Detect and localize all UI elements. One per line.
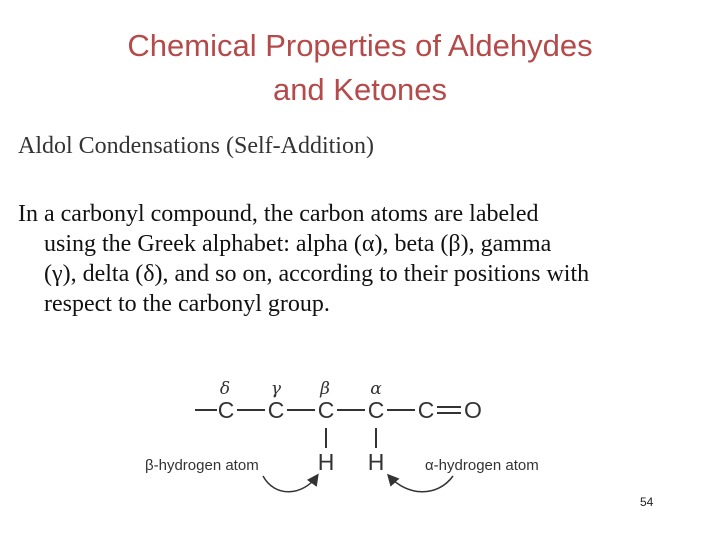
delta-label: δ [219, 379, 231, 399]
beta-hydrogen: H [317, 449, 335, 475]
body-paragraph [18, 199, 698, 319]
body-line-3: (γ), delta (δ), and so on, according to their positions with [44, 261, 590, 287]
slide-subtitle: Aldol Condensations (Self-Addition) [18, 133, 374, 159]
page-number: 54 [640, 495, 654, 509]
carbon-alpha: C [367, 397, 385, 423]
alpha-hydrogen: H [367, 449, 385, 475]
beta-hydrogen-label: β-hydrogen atom [145, 457, 259, 474]
body-line-2: using the Greek alphabet: alpha (α), beta (β), gamma [44, 231, 552, 257]
alpha-arrow [389, 476, 453, 492]
beta-arrow [263, 476, 317, 492]
slide-title-line-1: Chemical Properties of Aldehydes [127, 28, 593, 63]
gamma-label: γ [270, 379, 282, 399]
body-line-4: respect to the carbonyl group. [44, 291, 330, 317]
slide-title [40, 24, 680, 112]
carbon-beta: C [317, 397, 335, 423]
body-line-1: In a carbonyl compound, the carbon atoms are labeled [18, 201, 539, 227]
alpha-label: α [370, 379, 382, 399]
carbonyl-chain-svg [145, 372, 605, 502]
alpha-hydrogen-label: α-hydrogen atom [425, 457, 539, 474]
carbon-delta: C [217, 397, 235, 423]
carbon-carbonyl: C [417, 397, 435, 423]
carbon-gamma: C [267, 397, 285, 423]
beta-label: β [320, 379, 330, 399]
oxygen-carbonyl: O [464, 397, 482, 423]
slide-title-line-2: and Ketones [272, 72, 448, 107]
carbonyl-chain-diagram [145, 372, 605, 502]
